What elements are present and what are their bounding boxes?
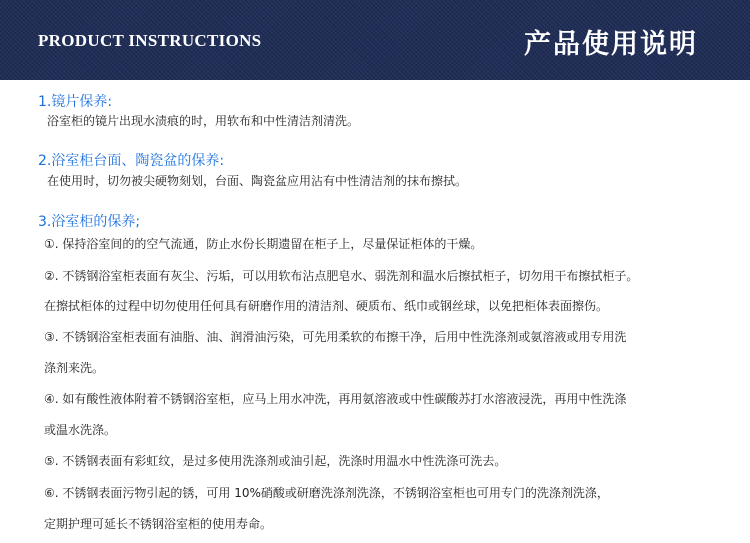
- section-lens-care-text: 浴室柜的镜片出现水渍痕的时，用软布和中性清洁剂清洗。: [47, 114, 360, 128]
- header-title-chinese: 产品使用说明: [524, 29, 698, 60]
- cabinet-care-line: ③. 不锈钢浴室柜表面有油脂、油、润滑油污染，可先用柔软的布擦干净，后用中性洗涤剂或氨溶液或用专用洗: [44, 330, 627, 344]
- cabinet-care-line: ②. 不锈钢浴室柜表面有灰尘、污垢，可以用软布沾点肥皂水、弱洗剂和温水后擦拭柜子，切勿用干布擦拭柜子。: [44, 269, 639, 283]
- section-title-cabinet-care: 3.浴室柜的保养;: [38, 214, 141, 230]
- section-title-lens-care: 1.镜片保养:: [38, 94, 113, 110]
- cabinet-care-line: ⑤. 不锈钢表面有彩虹纹，是过多使用洗涤剂或油引起，洗涤时用温水中性洗涤可洗去。: [44, 454, 507, 468]
- header-title-english: PRODUCT INSTRUCTIONS: [38, 31, 262, 50]
- cabinet-care-line: 或温水洗涤。: [44, 423, 117, 437]
- cabinet-care-line: 定期护理可延长不锈钢浴室柜的使用寿命。: [44, 517, 273, 531]
- header-divider: [0, 80, 750, 86]
- cabinet-care-line: ⑥. 不锈钢表面污物引起的锈，可用 10%硝酸或研磨洗涤剂洗涤，不锈钢浴室柜也可用专门的洗涤剂洗涤，: [44, 486, 609, 500]
- cabinet-care-line: ④. 如有酸性液体附着不锈钢浴室柜，应马上用水冲洗，再用氨溶液或中性碳酸苏打水溶液浸洗，再用中性洗涤: [44, 392, 627, 406]
- cabinet-care-line: 在擦拭柜体的过程中切勿使用任何具有研磨作用的清洁剂、硬质布、纸巾或钢丝球，以免把柜体表面擦伤。: [44, 299, 609, 313]
- header-banner: [0, 0, 750, 80]
- section-title-countertop-care: 2.浴室柜台面、陶瓷盆的保养:: [38, 153, 225, 169]
- cabinet-care-line: 涤剂来洗。: [44, 361, 105, 375]
- cabinet-care-line: ①. 保持浴室间的的空气流通，防止水份长期遗留在柜子上，尽量保证柜体的干燥。: [44, 237, 483, 251]
- section-countertop-care-text: 在使用时，切勿被尖硬物刻划，台面、陶瓷盆应用沾有中性清洁剂的抹布擦拭。: [47, 174, 468, 188]
